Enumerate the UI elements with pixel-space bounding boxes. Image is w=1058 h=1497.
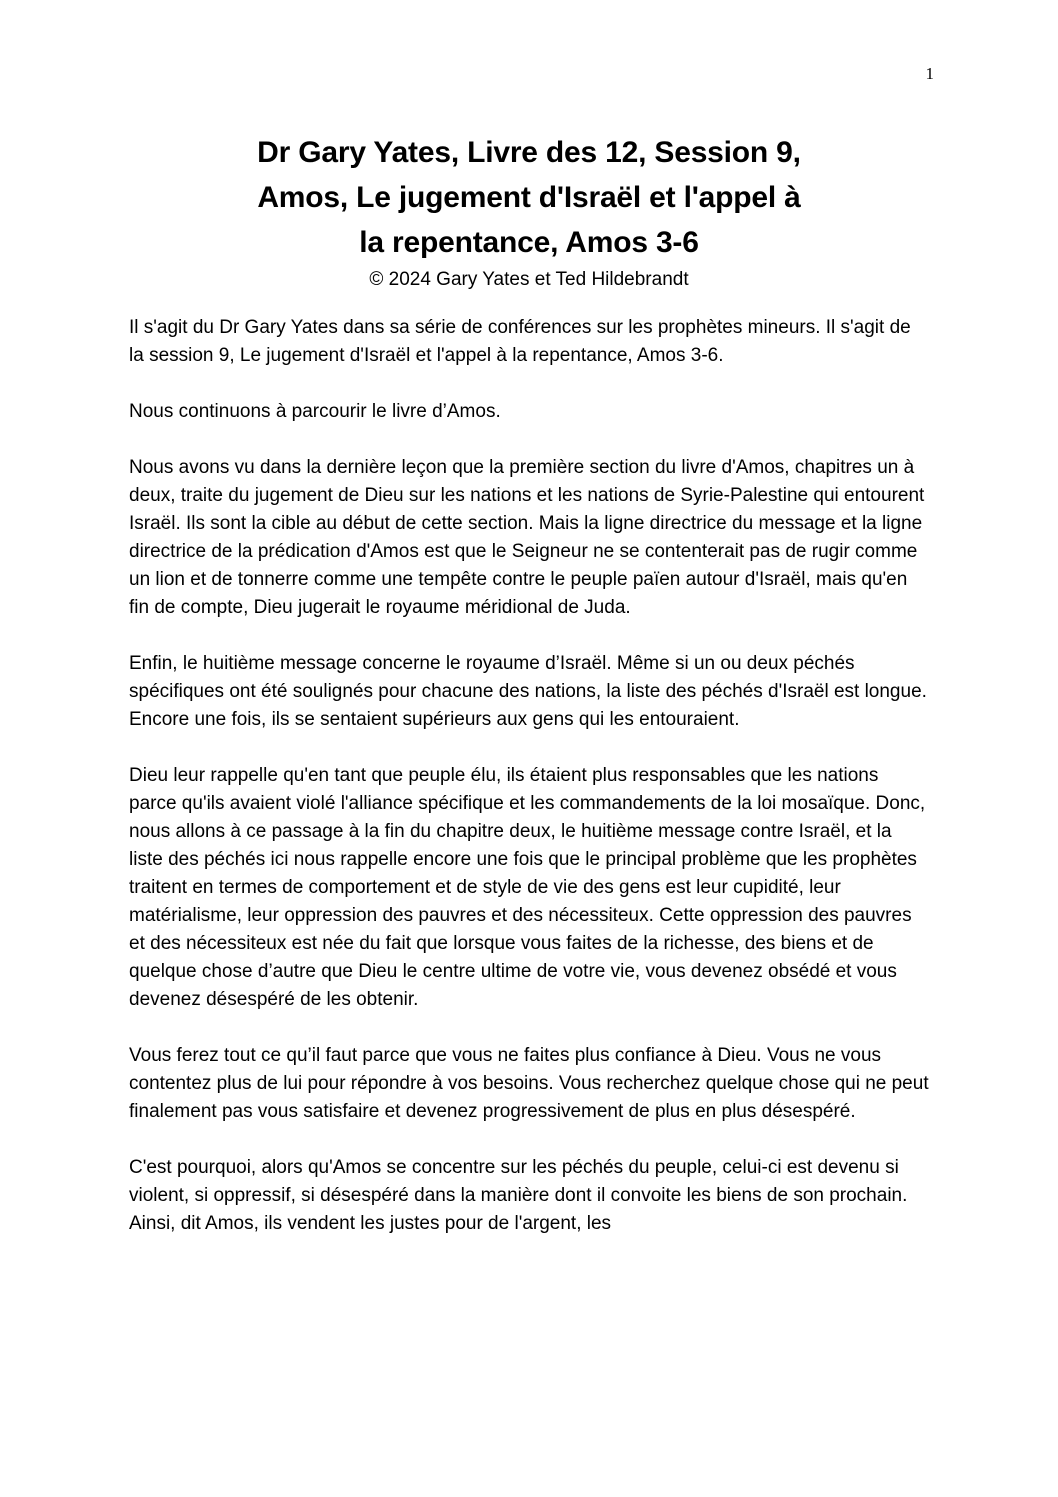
paragraph: Nous continuons à parcourir le livre d’Amos. <box>129 401 501 422</box>
paragraph: Il s'agit du Dr Gary Yates dans sa série de conférences sur les prophètes mineurs. Il s'agit de la session 9, Le jugement d'Israël et l'appel à la repentance, Amos 3-6. <box>129 317 911 366</box>
paragraph: Nous avons vu dans la dernière leçon que la première section du livre d'Amos, chapitres un à deux, traite du jugement de Dieu sur les nations et les nations de Syrie-Palestine qui entourent Israël. Ils sont la cible au début de cette section. Mais la ligne directrice du message et la ligne directrice de la prédication d'Amos est que le Seigneur ne se contenterait pas de rugir comme un lion et de tonnerre comme une tempête contre le peuple païen autour d'Israël, mais qu'en fin de compte, Dieu jugerait le royaume méridional de Juda. <box>129 457 925 618</box>
body-text <box>129 314 929 1266</box>
title-line: la repentance, Amos 3-6 <box>359 226 699 259</box>
copyright-notice: © 2024 Gary Yates et Ted Hildebrandt <box>369 269 689 290</box>
title-line: Amos, Le jugement d'Israël et l'appel à <box>257 181 801 214</box>
title-line: Dr Gary Yates, Livre des 12, Session 9, <box>257 136 801 169</box>
page-number: 1 <box>925 64 934 83</box>
paragraph: Dieu leur rappelle qu'en tant que peuple élu, ils étaient plus responsables que les nations parce qu'ils avaient violé l'alliance spécifique et les commandements de la loi mosaïque. Donc, nous allons à ce passage à la fin du chapitre deux, le huitième message contre Israël, et la liste des péchés ici nous rappelle encore une fois que le principal problème que les prophètes traitent en termes de comportement et de style de vie des gens est leur cupidité, leur matérialisme, leur oppression des pauvres et des nécessiteux. Cette oppression des pauvres et des nécessiteux est née du fait que lorsque vous faites de la richesse, des biens et de quelque chose d’autre que Dieu le centre ultime de votre vie, vous devenez obsédé et vous devenez désespéré de les obtenir. <box>129 765 926 1010</box>
title-block <box>129 130 929 293</box>
paragraph: C'est pourquoi, alors qu'Amos se concentre sur les péchés du peuple, celui-ci est devenu si violent, si oppressif, si désespéré dans la manière dont il convoite les biens de son prochain. Ainsi, dit Amos, ils vendent les justes pour de l'argent, les <box>129 1157 908 1234</box>
paragraph: Enfin, le huitième message concerne le royaume d’Israël. Même si un ou deux péchés spécifiques ont été soulignés pour chacune des nations, la liste des péchés d'Israël est longue. Encore une fois, ils se sentaient supérieurs aux gens qui les entouraient. <box>129 653 927 730</box>
paragraph: Vous ferez tout ce qu’il faut parce que vous ne faites plus confiance à Dieu. Vous ne vous contentez plus de lui pour répondre à vos besoins. Vous recherchez quelque chose qui ne peut finalement pas vous satisfaire et devenez progressivement de plus en plus désespéré. <box>129 1045 929 1122</box>
